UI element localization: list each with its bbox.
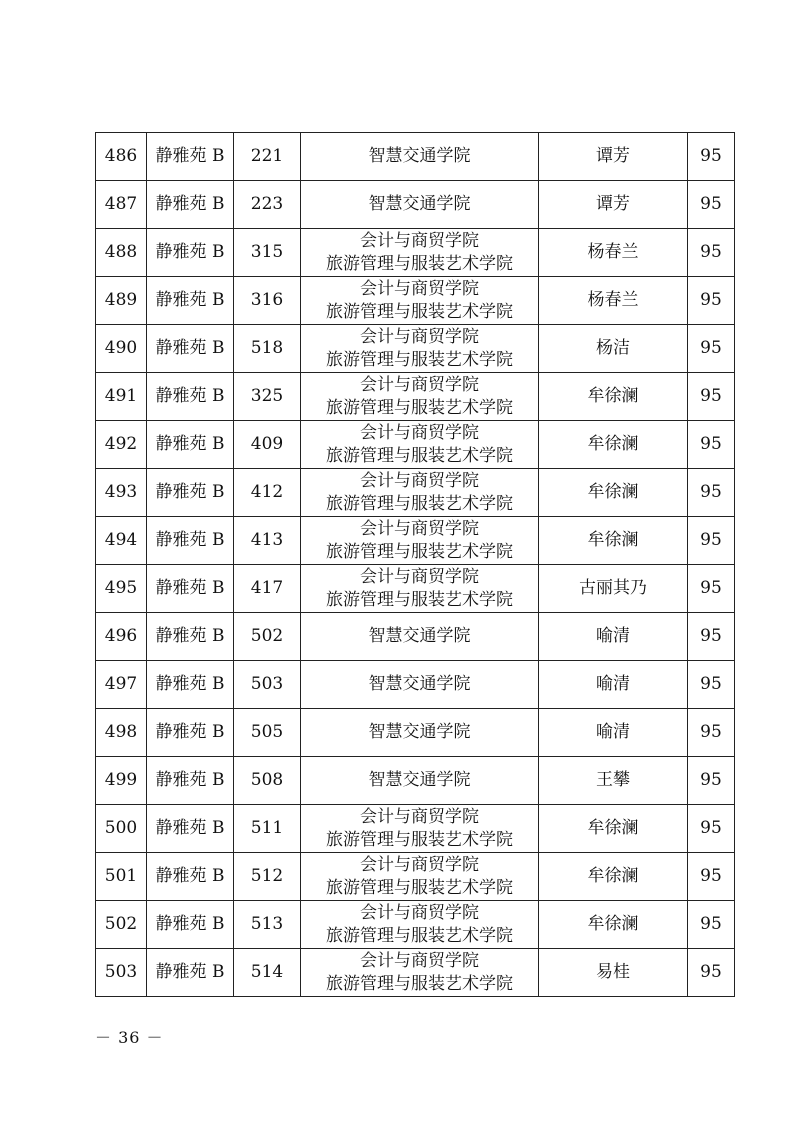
- college-cell: [301, 373, 539, 421]
- building-cell: 静雅苑 B: [147, 373, 234, 421]
- building-cell: 静雅苑 B: [147, 613, 234, 661]
- college-name: 会计与商贸学院: [360, 566, 479, 587]
- building-cell: 静雅苑 B: [147, 469, 234, 517]
- college-name: 会计与商贸学院: [360, 422, 479, 443]
- score-cell: 95: [688, 901, 735, 949]
- score-cell: 95: [688, 421, 735, 469]
- table-row: [96, 949, 735, 997]
- building-cell: 静雅苑 B: [147, 853, 234, 901]
- score-cell: 95: [688, 757, 735, 805]
- college-name: 智慧交通学院: [368, 722, 471, 742]
- college-name: 会计与商贸学院: [360, 806, 479, 827]
- college-cell: [301, 469, 539, 517]
- building-cell: 静雅苑 B: [147, 661, 234, 709]
- room-number-cell: 512: [234, 853, 301, 901]
- row-number-cell: 486: [96, 133, 147, 181]
- table-row: [96, 901, 735, 949]
- table-row: [96, 469, 735, 517]
- college-cell: [301, 229, 539, 277]
- score-cell: 95: [688, 229, 735, 277]
- room-number-cell: 412: [234, 469, 301, 517]
- row-number-cell: 498: [96, 709, 147, 757]
- row-number-cell: 496: [96, 613, 147, 661]
- person-in-charge-cell: 古丽其乃: [539, 565, 688, 613]
- person-in-charge-cell: 王攀: [539, 757, 688, 805]
- college-cell: [301, 853, 539, 901]
- person-in-charge-cell: 谭芳: [539, 181, 688, 229]
- college-name: 旅游管理与服装艺术学院: [326, 877, 513, 898]
- college-name: 智慧交通学院: [368, 674, 471, 694]
- person-in-charge-cell: 杨春兰: [539, 229, 688, 277]
- college-name: 会计与商贸学院: [360, 326, 479, 347]
- building-cell: 静雅苑 B: [147, 805, 234, 853]
- row-number-cell: 492: [96, 421, 147, 469]
- building-cell: 静雅苑 B: [147, 181, 234, 229]
- row-number-cell: 487: [96, 181, 147, 229]
- college-name: 旅游管理与服装艺术学院: [326, 925, 513, 946]
- table-row: [96, 709, 735, 757]
- college-cell: [301, 709, 539, 757]
- college-cell: [301, 661, 539, 709]
- person-in-charge-cell: 牟徐澜: [539, 421, 688, 469]
- building-cell: 静雅苑 B: [147, 949, 234, 997]
- building-cell: 静雅苑 B: [147, 421, 234, 469]
- building-cell: 静雅苑 B: [147, 709, 234, 757]
- score-cell: 95: [688, 181, 735, 229]
- person-in-charge-cell: 喻清: [539, 709, 688, 757]
- college-cell: [301, 181, 539, 229]
- table-row: [96, 757, 735, 805]
- college-name: 旅游管理与服装艺术学院: [326, 349, 513, 370]
- score-cell: 95: [688, 949, 735, 997]
- row-number-cell: 489: [96, 277, 147, 325]
- college-name: 会计与商贸学院: [360, 950, 479, 971]
- college-name: 旅游管理与服装艺术学院: [326, 829, 513, 850]
- score-cell: 95: [688, 133, 735, 181]
- table-row: [96, 229, 735, 277]
- score-cell: 95: [688, 469, 735, 517]
- score-cell: 95: [688, 853, 735, 901]
- college-name: 会计与商贸学院: [360, 854, 479, 875]
- row-number-cell: 488: [96, 229, 147, 277]
- row-number-cell: 501: [96, 853, 147, 901]
- college-cell: [301, 133, 539, 181]
- dormitory-score-table: [95, 132, 735, 997]
- college-cell: [301, 421, 539, 469]
- college-cell: [301, 901, 539, 949]
- college-name: 会计与商贸学院: [360, 518, 479, 539]
- college-cell: [301, 325, 539, 373]
- building-cell: 静雅苑 B: [147, 133, 234, 181]
- row-number-cell: 503: [96, 949, 147, 997]
- person-in-charge-cell: 牟徐澜: [539, 373, 688, 421]
- person-in-charge-cell: 牟徐澜: [539, 805, 688, 853]
- row-number-cell: 494: [96, 517, 147, 565]
- college-cell: [301, 805, 539, 853]
- score-cell: 95: [688, 277, 735, 325]
- row-number-cell: 500: [96, 805, 147, 853]
- room-number-cell: 316: [234, 277, 301, 325]
- college-name: 智慧交通学院: [368, 770, 471, 790]
- row-number-cell: 499: [96, 757, 147, 805]
- college-name: 旅游管理与服装艺术学院: [326, 493, 513, 514]
- room-number-cell: 518: [234, 325, 301, 373]
- college-name: 旅游管理与服装艺术学院: [326, 397, 513, 418]
- person-in-charge-cell: 牟徐澜: [539, 517, 688, 565]
- room-number-cell: 409: [234, 421, 301, 469]
- person-in-charge-cell: 喻清: [539, 613, 688, 661]
- room-number-cell: 505: [234, 709, 301, 757]
- score-cell: 95: [688, 325, 735, 373]
- college-cell: [301, 613, 539, 661]
- score-cell: 95: [688, 805, 735, 853]
- person-in-charge-cell: 牟徐澜: [539, 901, 688, 949]
- person-in-charge-cell: 杨春兰: [539, 277, 688, 325]
- score-cell: 95: [688, 373, 735, 421]
- college-name: 旅游管理与服装艺术学院: [326, 445, 513, 466]
- score-cell: 95: [688, 709, 735, 757]
- table-row: [96, 661, 735, 709]
- table-row: [96, 853, 735, 901]
- score-cell: 95: [688, 517, 735, 565]
- table-row: [96, 805, 735, 853]
- room-number-cell: 417: [234, 565, 301, 613]
- college-name: 会计与商贸学院: [360, 278, 479, 299]
- college-name: 智慧交通学院: [368, 194, 471, 214]
- college-name: 会计与商贸学院: [360, 230, 479, 251]
- room-number-cell: 413: [234, 517, 301, 565]
- college-name: 旅游管理与服装艺术学院: [326, 301, 513, 322]
- college-name: 旅游管理与服装艺术学院: [326, 973, 513, 994]
- college-cell: [301, 277, 539, 325]
- table-row: [96, 373, 735, 421]
- building-cell: 静雅苑 B: [147, 565, 234, 613]
- table-row: [96, 517, 735, 565]
- row-number-cell: 497: [96, 661, 147, 709]
- college-name: 会计与商贸学院: [360, 374, 479, 395]
- table-body: [96, 133, 735, 997]
- row-number-cell: 490: [96, 325, 147, 373]
- college-name: 旅游管理与服装艺术学院: [326, 589, 513, 610]
- building-cell: 静雅苑 B: [147, 325, 234, 373]
- person-in-charge-cell: 牟徐澜: [539, 853, 688, 901]
- room-number-cell: 511: [234, 805, 301, 853]
- college-name: 智慧交通学院: [368, 626, 471, 646]
- college-name: 旅游管理与服装艺术学院: [326, 253, 513, 274]
- score-cell: 95: [688, 565, 735, 613]
- row-number-cell: 491: [96, 373, 147, 421]
- table-row: [96, 421, 735, 469]
- table-row: [96, 613, 735, 661]
- building-cell: 静雅苑 B: [147, 517, 234, 565]
- row-number-cell: 495: [96, 565, 147, 613]
- score-cell: 95: [688, 661, 735, 709]
- college-cell: [301, 757, 539, 805]
- person-in-charge-cell: 易桂: [539, 949, 688, 997]
- college-cell: [301, 517, 539, 565]
- room-number-cell: 508: [234, 757, 301, 805]
- college-name: 会计与商贸学院: [360, 470, 479, 491]
- row-number-cell: 493: [96, 469, 147, 517]
- person-in-charge-cell: 牟徐澜: [539, 469, 688, 517]
- person-in-charge-cell: 杨洁: [539, 325, 688, 373]
- college-cell: [301, 949, 539, 997]
- room-number-cell: 223: [234, 181, 301, 229]
- table-row: [96, 325, 735, 373]
- table-row: [96, 277, 735, 325]
- building-cell: 静雅苑 B: [147, 757, 234, 805]
- room-number-cell: 502: [234, 613, 301, 661]
- table-row: [96, 133, 735, 181]
- room-number-cell: 325: [234, 373, 301, 421]
- college-cell: [301, 565, 539, 613]
- building-cell: 静雅苑 B: [147, 229, 234, 277]
- room-number-cell: 315: [234, 229, 301, 277]
- page-number: － 36 －: [95, 1028, 164, 1047]
- table-row: [96, 181, 735, 229]
- table-row: [96, 565, 735, 613]
- college-name: 智慧交通学院: [368, 146, 471, 166]
- college-name: 旅游管理与服装艺术学院: [326, 541, 513, 562]
- person-in-charge-cell: 谭芳: [539, 133, 688, 181]
- building-cell: 静雅苑 B: [147, 901, 234, 949]
- college-name: 会计与商贸学院: [360, 902, 479, 923]
- building-cell: 静雅苑 B: [147, 277, 234, 325]
- person-in-charge-cell: 喻清: [539, 661, 688, 709]
- score-cell: 95: [688, 613, 735, 661]
- room-number-cell: 513: [234, 901, 301, 949]
- row-number-cell: 502: [96, 901, 147, 949]
- room-number-cell: 221: [234, 133, 301, 181]
- room-number-cell: 503: [234, 661, 301, 709]
- room-number-cell: 514: [234, 949, 301, 997]
